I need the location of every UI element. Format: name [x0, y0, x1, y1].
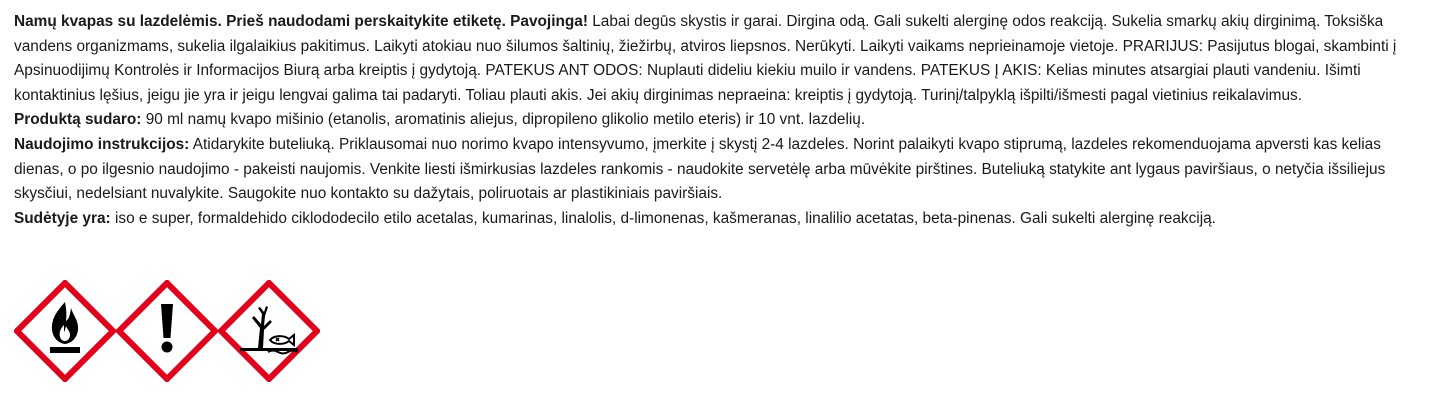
warning-heading: Namų kvapas su lazdelėmis. Prieš naudodami perskaitykite etiketę. Pavojinga! [14, 13, 588, 30]
contents-text: 90 ml namų kvapo mišinio (etanolis, aromatinis aliejus, dipropileno glikolio metilo eteris) ir 10 vnt. lazdelių. [141, 111, 866, 129]
instructions-text: Atidarykite buteliuką. Priklausomai nuo norimo kvapo intensyvumo, įmerkite į skystį 2-4 lazdeles. Norint palaikyti kvapo stiprumą, lazdeles rekomenduojama apversti kas kelias dienas, o po ilgesnio naudojimo - pakeisti naujomis. Venkite liesti išmirkusias lazdeles rankomis - naudokite servetėlę arba mūvėkite pirštines. Buteliuką statykite ant lygaus paviršiaus, o netyčia išsiliejus skysčiui, nedelsiant nuvalykite. Saugokite nuo kontakto su dažytais, poliruotais ar plastikiniais paviršiais. [14, 135, 1386, 203]
instructions-heading: Naudojimo instrukcijos: [14, 135, 190, 153]
product-label-text [14, 10, 1424, 231]
warning-text: Labai degūs skystis ir garai. Dirgina odą. Gali sukelti alerginę odos reakciją. Sukelia smarkų akių dirginimą. Toksiška vandens organizmams, sukelia ilgalaikius pakitimus. Laikyti atokiau nuo šilumos šaltinių, žiežirbų, atviros liepsnos. Nerūkyti. Laikyti vaikams neprieinamoje vietoje. PRARIJUS: Pasijutus blogai, skambinti į Apsinuodijimų Kontrolės ir Informacijos Biurą arba kreiptis į gydytoją. PATEKUS ANT ODOS: Nuplauti dideliu kiekiu muilo ir vandens. PATEKUS Į AKIS: Kelias minutes atsargiai plauti vandeniu. Išimti kontaktinius lęšius, jeigu jie yra ir jeigu lengvai galima tai padaryti. Toliau plauti akis. Jei akių dirginimas nepraeina: kreiptis į gydytoją. Turinį/talpyklą išpilti/išmesti pagal vietinius reikalavimus. [14, 13, 1397, 104]
environment-hazard-icon [218, 280, 320, 382]
warning-paragraph [14, 10, 1424, 108]
contents-paragraph [14, 108, 1424, 133]
ghs-pictograms [14, 280, 320, 382]
ingredients-paragraph [14, 207, 1424, 232]
ingredients-text: iso e super, formaldehido ciklododecilo etilo acetalas, kumarinas, linalolis, d-limonenas, kašmeranas, linalilio acetatas, beta-pinenas. Gali sukelti alerginę reakciją. [110, 209, 1216, 227]
flame-icon [14, 280, 116, 382]
exclamation-mark-icon [116, 280, 218, 382]
ingredients-heading: Sudėtyje yra: [14, 209, 111, 227]
instructions-paragraph [14, 133, 1424, 207]
contents-heading: Produktą sudaro: [14, 111, 142, 129]
